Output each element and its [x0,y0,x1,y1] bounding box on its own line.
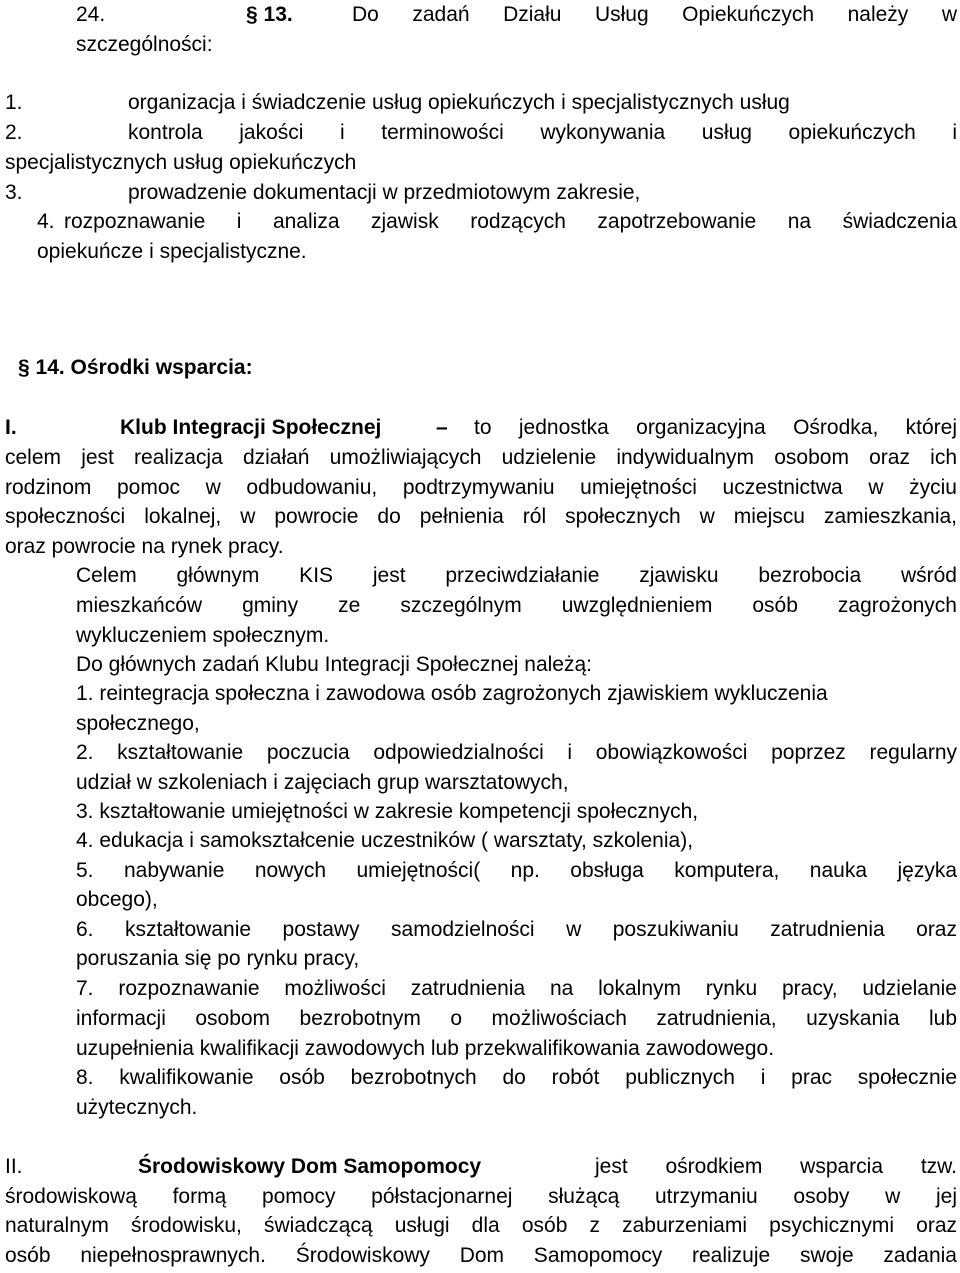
task-line: społecznego, [76,712,200,735]
task-line: 3. kształtowanie umiejętności w zakresie kompetencji społecznych, [76,800,699,823]
list-item-text: kontrola jakości i terminowości wykonywania usług opiekuńczych i [128,121,957,144]
list-item-number: 3. [5,181,23,204]
dash-text: – [436,416,448,439]
list-item-number: 1. [5,91,23,114]
paragraph-line: oraz powrocie na rynek pracy. [5,535,284,558]
task-line: 4. edukacja i samokształcenie uczestników ( warsztaty, szkolenia), [76,829,694,852]
section-heading [246,0,293,30]
task-text: 7. rozpoznawanie możliwości zatrudnienia na lokalnym rynku pracy, udzielanie [76,977,957,1000]
list-number: 24. [76,3,106,26]
task-line: 1. reintegracja społeczna i zawodowa osób zagrożonych zjawiskiem wykluczenia [76,682,828,705]
task-line: uzupełnienia kwalifikacji zawodowych lub przekwalifikowania zawodowego. [76,1037,775,1060]
task-text: 5. nabywanie nowych umiejętności( np. obsługa komputera, nauka języka [76,859,957,882]
task-line [76,738,957,768]
paragraph-line [5,502,957,532]
task-line [76,915,957,945]
task-text: informacji osobom bezrobotnym o możliwościach zatrudnienia, uzyskania lub [76,1007,957,1030]
paragraph-text: to jednostka organizacyjna Ośrodka, której [474,416,957,439]
task-line: poruszania się po rynku pracy, [76,947,360,970]
paragraph-text: naturalnym środowisku, świadczącą usługi dla osób z zaburzeniami psychicznymi oraz [5,1214,957,1237]
paragraph-line [5,1211,957,1241]
paragraph-line [5,1182,957,1212]
list-item-number: 4. [37,210,55,233]
paragraph-text: jest ośrodkiem wsparcia tzw. [595,1155,957,1178]
task-line: udział w szkoleniach i zajęciach grup warsztatowych, [76,771,569,794]
roman-numeral-text: I. [5,416,17,439]
roman-numeral: II. [5,1155,23,1178]
list-item [128,118,957,148]
task-text: 8. kwalifikowanie osób bezrobotnych do robót publicznych i prac społecznie [76,1066,957,1089]
paragraph-line [595,1152,957,1182]
goal-text: mieszkańców gminy ze szczególnym uwzględnieniem osób zagrożonych [76,594,957,617]
list-item [64,207,957,237]
heading-text: Do zadań Działu Usług Opiekuńczych należy w [352,3,957,26]
dash [436,413,448,443]
paragraph-text: rodzinom pomoc w odbudowaniu, podtrzymywaniu umiejętności uczestnictwa w życiu [5,476,957,499]
task-line [76,1004,957,1034]
tasks-heading: Do głównych zadań Klubu Integracji Społecznej należą: [76,653,592,676]
list-item: organizacja i świadczenie usług opiekuńczych i specjalistycznych usług [128,91,790,114]
list-item-text: rozpoznawanie i analiza zjawisk rodzących zapotrzebowanie na świadczenia [64,210,957,233]
paragraph-text: celem jest realizacja działań umożliwiających udzielenie indywidualnym osobom oraz ich [5,446,957,469]
unit-name-text: Środowiskowy Dom Samopomocy [138,1155,482,1178]
goal-line [76,561,957,591]
paragraph-text: społeczności lokalnej, w powrocie do pełnienia ról społecznych w miejscu zamieszkania, [5,505,957,528]
unit-name [120,413,381,443]
list-item: prowadzenie dokumentacji w przedmiotowym zakresie, [128,181,641,204]
roman-numeral [5,413,17,443]
section-heading-text-cont: szczególności: [76,33,213,56]
list-item-number: 2. [5,121,23,144]
task-text: 2. kształtowanie poczucia odpowiedzialności i obowiązkowości poprzez regularny [76,741,957,764]
task-line [76,856,957,886]
paragraph-text: środowiskową formą pomocy półstacjonarnej służącą utrzymaniu osoby w jej [5,1185,957,1208]
task-line [76,1063,957,1093]
paragraph-line [5,1241,957,1271]
list-item-cont: opiekuńcze i specjalistyczne. [37,240,307,263]
goal-text: Celem głównym KIS jest przeciwdziałanie zjawisku bezrobocia wśród [76,564,957,587]
paragraph-line [474,413,957,443]
task-line: obcego), [76,888,158,911]
goal-line [76,591,957,621]
section-heading [18,353,253,383]
section-heading-text: § 14. Ośrodki wsparcia: [18,356,253,379]
paragraph-text: osób niepełnosprawnych. Środowiskowy Dom Samopomocy realizuje swoje zadania [5,1244,957,1267]
section-number: § 13. [246,3,293,26]
task-line [76,974,957,1004]
goal-line: wykluczeniem społecznym. [76,624,330,647]
section-heading-text [352,0,957,30]
paragraph-line [5,443,957,473]
task-text: 6. kształtowanie postawy samodzielności w poszukiwaniu zatrudnienia oraz [76,918,957,941]
unit-name [138,1152,481,1182]
paragraph-line [5,473,957,503]
unit-name-text: Klub Integracji Społecznej [120,416,382,439]
list-item-cont: specjalistycznych usług opiekuńczych [5,151,357,174]
task-line: użytecznych. [76,1096,198,1119]
